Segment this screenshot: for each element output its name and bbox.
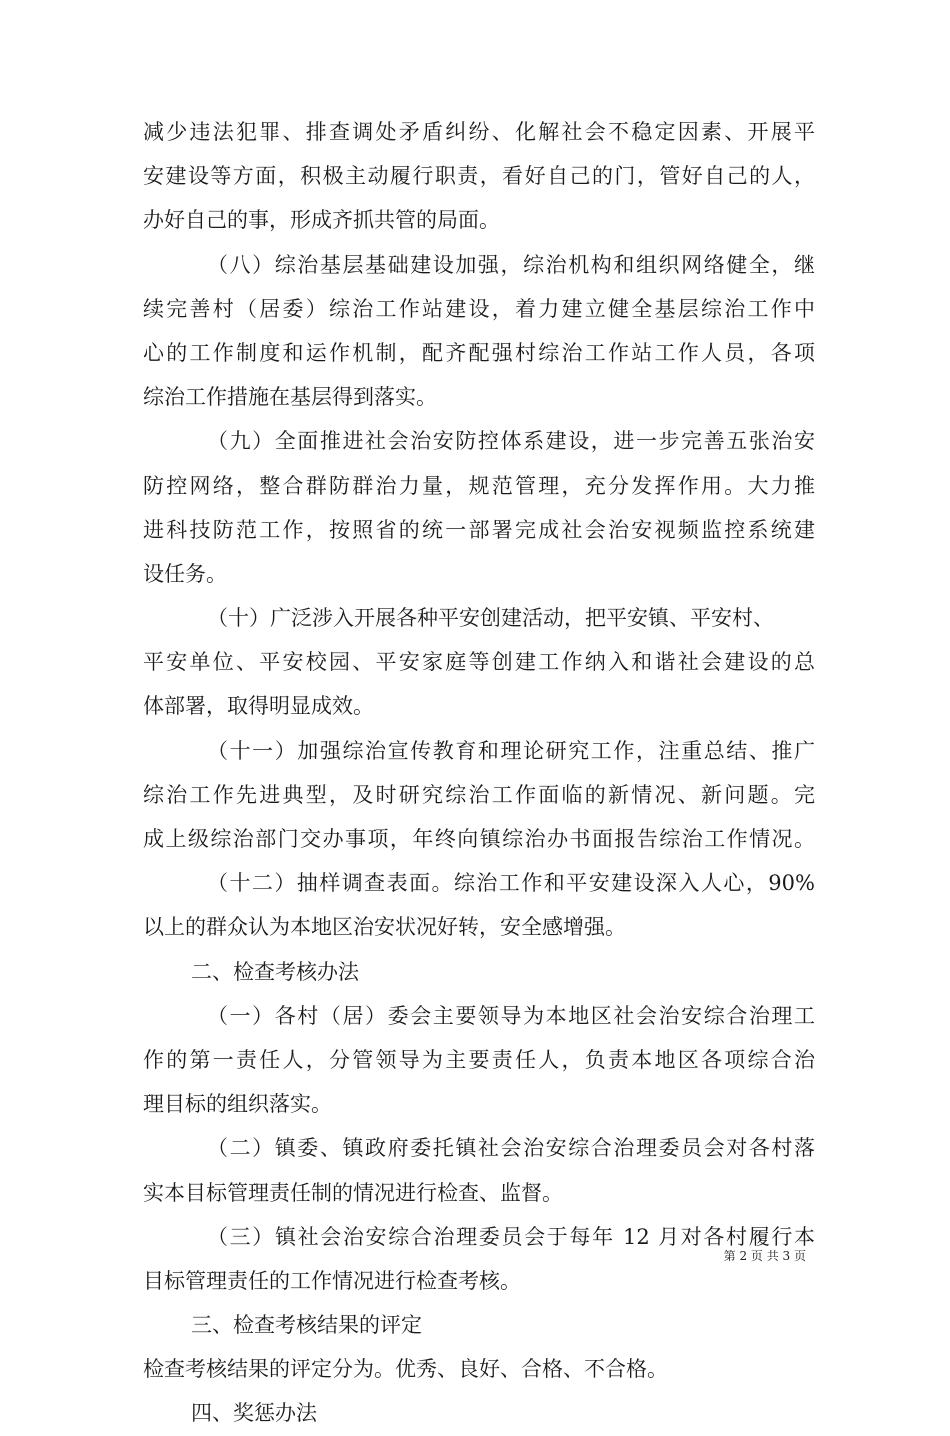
text-line: 理目标的组织落实。 (143, 1092, 332, 1117)
text-line: 进科技防范工作，按照省的统一部署完成社会治安视频监控系统建 (143, 517, 815, 542)
text-line: 检查考核结果的评定分为。优秀、良好、合格、不合格。 (143, 1357, 668, 1382)
body-text (143, 110, 815, 1436)
text-line: 心的工作制度和运作机制，配齐配强村综治工作站工作人员，各项 (143, 340, 815, 365)
text-line: 平安单位、平安校园、平安家庭等创建工作纳入和谐社会建设的总 (143, 650, 815, 675)
text-line: 防控网络，整合群防群治力量，规范管理，充分发挥作用。大力推 (143, 473, 815, 498)
text-line: 作的第一责任人，分管领导为主要责任人，负责本地区各项综合治 (143, 1047, 815, 1072)
text-line: 设任务。 (143, 561, 227, 586)
paragraph-12-start: （十二）抽样调查表面。综治工作和平安建设深入人心，90% (207, 871, 815, 896)
text-line: 办好自己的事，形成齐抓共管的局面。 (143, 208, 500, 233)
paragraph-2-1-start: （一）各村（居）委会主要领导为本地区社会治安综合治理工 (207, 1003, 815, 1028)
text-line: 以上的群众认为本地区治安状况好转，安全感增强。 (143, 915, 626, 940)
paragraph-2-3-start: （三）镇社会治安综合治理委员会于每年 12 月对各村履行本 (207, 1224, 815, 1249)
text-line: 综治工作先进典型，及时研究综治工作面临的新情况、新问题。完 (143, 782, 815, 807)
text-line: 成上级综治部门交办事项，年终向镇综治办书面报告综治工作情况。 (143, 827, 815, 851)
text-line: 体部署，取得明显成效。 (143, 694, 374, 719)
page-number: 第 2 页 共 3 页 (723, 1249, 806, 1263)
text-line: 目标管理责任的工作情况进行检查考核。 (143, 1268, 521, 1293)
text-line: 安建设等方面，积极主动履行职责，看好自己的门，管好自己的人， (143, 164, 815, 189)
text-line: 续完善村（居委）综治工作站建设，着力建立健全基层综治工作中 (143, 296, 815, 321)
paragraph-2-2-start: （二）镇委、镇政府委托镇社会治安综合治理委员会对各村落 (207, 1136, 815, 1161)
paragraph-9-start: （九）全面推进社会治安防控体系建设，进一步完善五张治安 (207, 429, 815, 454)
section-heading-3: 三、检查考核结果的评定 (191, 1313, 422, 1338)
text-line: 综治工作措施在基层得到落实。 (143, 385, 437, 410)
section-heading-2: 二、检查考核办法 (191, 959, 359, 984)
paragraph-8-start: （八）综治基层基础建设加强，综治机构和组织网络健全，继 (207, 252, 815, 277)
text-line: 减少违法犯罪、排查调处矛盾纠纷、化解社会不稳定因素、开展平 (143, 120, 815, 144)
paragraph-11-start: （十一）加强综治宣传教育和理论研究工作，注重总结、推广 (207, 738, 815, 763)
paragraph-10-start: （十）广泛涉入开展各种平安创建活动，把平安镇、平安村、 (207, 606, 774, 631)
text-line: 实本目标管理责任制的情况进行检查、监督。 (143, 1180, 563, 1205)
section-heading-4: 四、奖惩办法 (191, 1401, 317, 1426)
